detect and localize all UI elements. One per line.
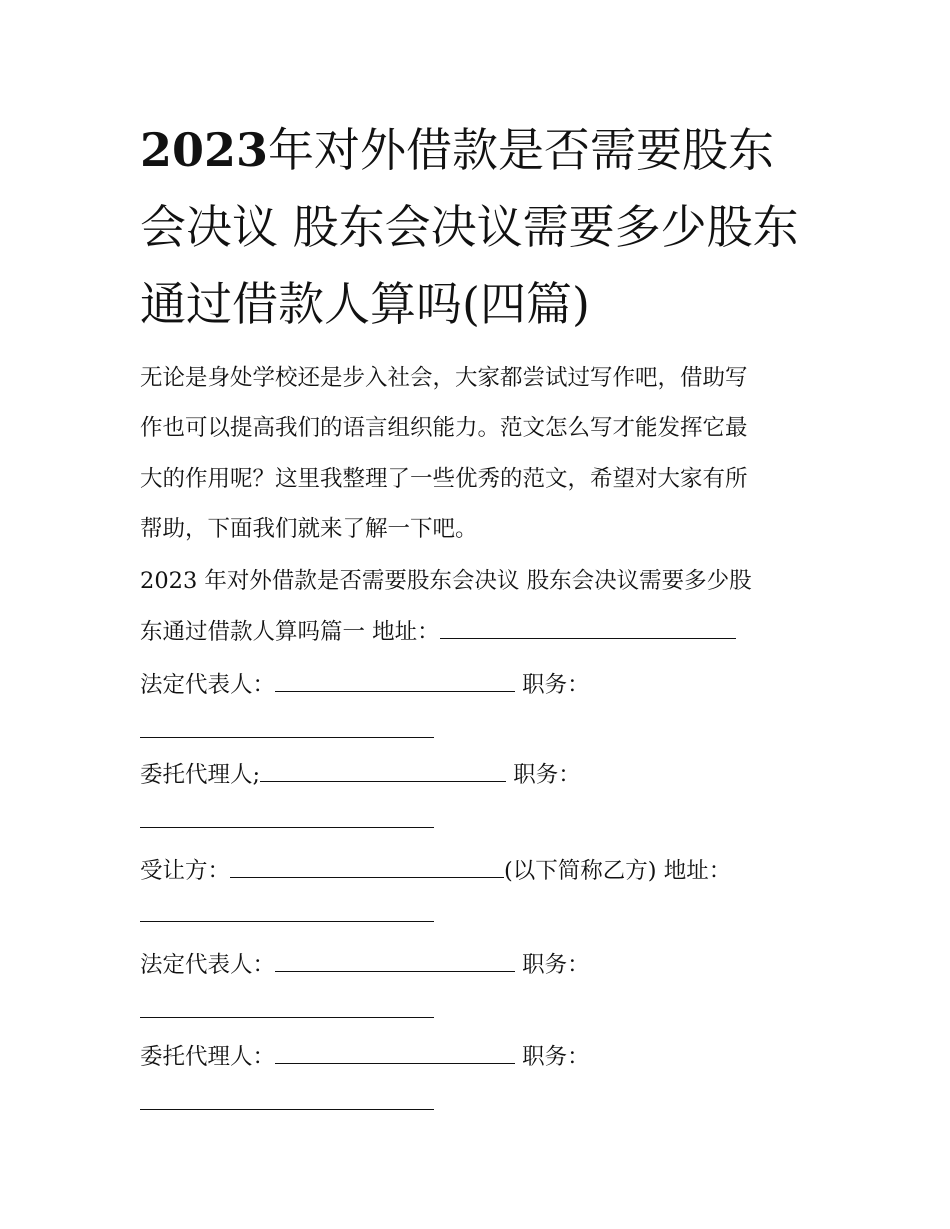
agent-row-1 (140, 760, 581, 790)
intro-line-4: 帮助，下面我们就来了解一下吧。 (140, 516, 478, 542)
position-label: 职务： (522, 952, 590, 978)
intro-line-2: 作也可以提高我们的语言组织能力。范文怎么写才能发挥它最 (140, 415, 748, 441)
section-heading-line-1: 2023 年对外借款是否需要股东会决议 股东会决议需要多少股 (140, 568, 752, 594)
intro-line-1: 无论是身处学校还是步入社会，大家都尝试过写作吧，借助写 (140, 365, 748, 391)
title-text: 年对外借款是否需要股东会决议 股东会决议需要多少股东通过借款人算吗(四篇) (140, 123, 799, 331)
document-title (140, 112, 820, 343)
position-blank (140, 1089, 434, 1110)
position-label: 职务： (522, 672, 590, 698)
legal-rep-row-2 (140, 950, 590, 980)
transferee-label: 受让方： (140, 858, 231, 884)
legal-rep-blank (275, 951, 515, 972)
address-blank (440, 618, 736, 639)
position-blank-row-1 (140, 716, 434, 746)
section-heading-line-2 (140, 617, 736, 647)
position-blank (140, 717, 434, 738)
agent-label: 委托代理人： (140, 1044, 276, 1070)
legal-rep-row-1 (140, 670, 590, 700)
agent-blank (260, 761, 506, 782)
legal-rep-blank (275, 671, 515, 692)
position-blank-row-4 (140, 1088, 434, 1118)
position-blank (140, 807, 434, 828)
position-blank-row-3 (140, 996, 434, 1026)
position-label: 职务： (522, 1044, 590, 1070)
position-blank-row-2 (140, 806, 434, 836)
position-label: 职务： (513, 762, 581, 788)
position-blank (140, 997, 434, 1018)
agent-label: 委托代理人; (140, 762, 261, 788)
legal-rep-label: 法定代表人： (140, 672, 276, 698)
agent-row-2 (140, 1042, 590, 1072)
transferee-blank (230, 857, 504, 878)
address-blank-row (140, 900, 434, 930)
address-blank (140, 901, 434, 922)
address-label: 东通过借款人算吗篇一 地址： (140, 619, 440, 645)
legal-rep-label: 法定代表人： (140, 952, 276, 978)
intro-line-3: 大的作用呢？这里我整理了一些优秀的范文，希望对大家有所 (140, 466, 748, 492)
transferee-suffix: (以下简称乙方) 地址： (504, 858, 732, 884)
agent-blank (275, 1043, 515, 1064)
title-year: 2023 (140, 123, 269, 177)
transferee-row (140, 856, 731, 886)
